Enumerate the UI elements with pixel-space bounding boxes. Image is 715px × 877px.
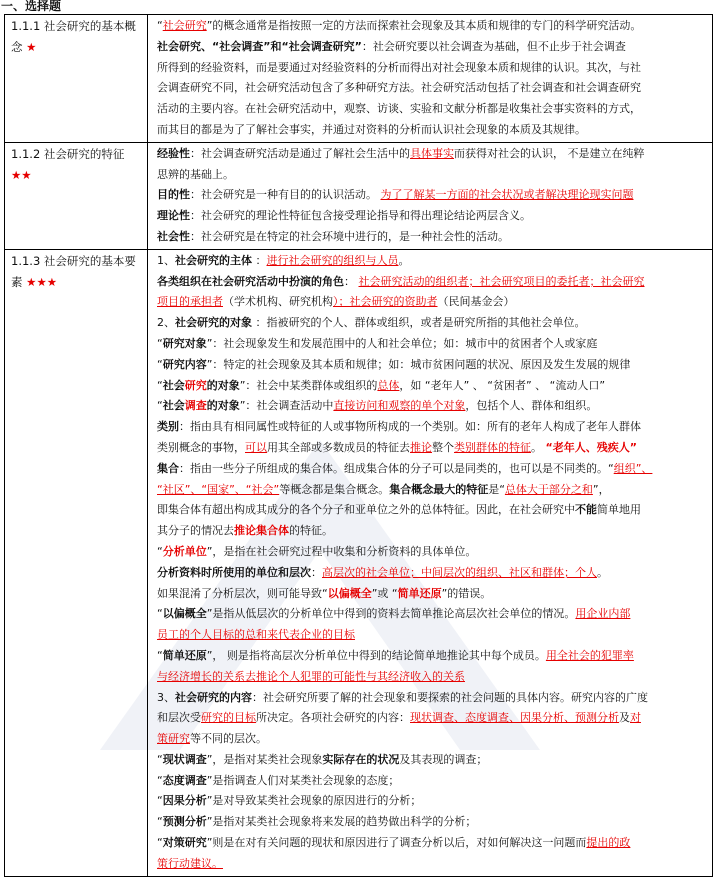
- text-run: 组织”、: [613, 461, 653, 475]
- topic-cell: [5, 249, 148, 876]
- importance-stars: ★★: [11, 167, 32, 182]
- text-run: 目的性: [157, 188, 190, 202]
- content-cell: [148, 15, 713, 143]
- content-line: [157, 120, 709, 141]
- text-run: 员工的个人目标的总和来代表企业的目标: [157, 628, 355, 642]
- text-run: ：指由具有相同属性或特征的人或事物所构成的一个类别。如：所有的老年人构成了老年人群体: [179, 420, 641, 434]
- content-line: [157, 500, 709, 521]
- text-run: ，包括个人、群体和组织。: [465, 399, 598, 413]
- text-run: ，如 “老年人” 、 “贫困者” 、 “流动人口”: [399, 378, 606, 392]
- text-run: 社会研究的对象: [175, 316, 252, 330]
- text-run: ”，是指在社会研究过程中收集和分析资料的具体单位。: [206, 544, 477, 558]
- text-run: 态度调查: [162, 773, 207, 787]
- text-run: 。: [531, 440, 546, 454]
- content-line: [157, 438, 709, 459]
- text-run: ”：社会现象发生和发展范围中的人和社会单位；如：城市中的贫困者个人或家庭: [206, 336, 598, 350]
- text-run: 的对象: [206, 399, 240, 413]
- text-run: 和层次受: [157, 711, 201, 725]
- text-run: ：指被研究的个人、群体或组织，或者是研究所指的其他社会单位。: [252, 316, 586, 330]
- text-run: 各类组织在社会研究活动中扮演的角色: [157, 274, 344, 288]
- text-run: 会调查研究不同，社会研究活动包含了多种研究方法。社会研究活动包括了社会调查和社会调查研究: [157, 81, 641, 95]
- text-run: 类别: [157, 420, 179, 434]
- text-run: 。: [398, 253, 410, 267]
- text-run: 及其表现的调查；: [399, 752, 488, 766]
- text-run: “: [157, 19, 163, 32]
- text-run: 研究内容: [162, 357, 207, 371]
- text-run: 分析资料时所使用的单位和层次: [157, 565, 311, 579]
- content-line: [157, 521, 709, 542]
- content-line: [157, 185, 709, 206]
- text-run: ”则是在对有关问题的现状和原因进行了调查分析以后，对如何解决这一问题而: [206, 836, 587, 850]
- text-run: “: [157, 794, 163, 808]
- text-run: ”是指调查人们对某类社会现象的态度；: [206, 773, 400, 787]
- text-run: 推论集合体: [234, 524, 289, 538]
- text-run: 社会研究、“社会调查”和“社会调查研究”: [157, 39, 362, 53]
- text-run: 直接访问和观察的单个对象: [333, 399, 466, 413]
- text-run: 提出的政: [586, 836, 631, 850]
- text-run: 所决定。各项社会研究的内容：: [256, 711, 410, 725]
- text-run: 类别群体的特征: [454, 440, 531, 454]
- topic-cell: [5, 15, 148, 143]
- text-run: 即集合体有超出构成其成分的各个分子和亚单位之外的总体特征。因此，在社会研究中: [157, 503, 575, 517]
- text-run: 对: [630, 711, 641, 725]
- text-run: 总体大于部分之和: [504, 482, 593, 496]
- text-run: “: [157, 815, 163, 829]
- text-run: “老年人、残疾人”: [545, 440, 637, 454]
- text-run: ”或 “: [371, 586, 398, 600]
- text-run: 社会研究的内容: [175, 690, 252, 704]
- text-run: 现状调查、态度调查、因果分析、预测分析: [410, 711, 619, 725]
- text-run: ：社会研究是一种有目的的认识活动。: [190, 188, 381, 202]
- text-run: “: [157, 607, 163, 621]
- importance-stars: ★: [22, 39, 37, 54]
- text-run: ”，是指对某类社会现象: [206, 752, 323, 766]
- text-run: 集合: [157, 461, 179, 475]
- text-run: ：: [344, 274, 359, 288]
- text-run: 集合概念最大的特征: [389, 482, 489, 496]
- content-line: [157, 791, 709, 812]
- text-run: “: [157, 836, 163, 850]
- text-run: （民间基金会）: [437, 295, 515, 309]
- text-run: 对策研究: [162, 836, 207, 850]
- text-run: 的特征。: [289, 524, 333, 538]
- text-run: 而获得对社会的认识， 不是建立在纯粹: [454, 146, 645, 160]
- text-run: 类别概念的事物，: [157, 440, 245, 454]
- text-run: 用企业内部: [575, 607, 631, 621]
- content-line: [157, 812, 709, 833]
- text-run: 用全社会的犯罪率: [545, 648, 634, 662]
- text-run: 整个: [432, 440, 454, 454]
- text-run: ”是对导致某类社会现象的原因进行的分析；: [206, 794, 422, 808]
- text-run: 以偏概全: [327, 586, 372, 600]
- topic-title: 1.1.3 社会研究的基本要素: [11, 253, 136, 289]
- text-run: 1、: [157, 253, 175, 267]
- text-run: 研究: [184, 378, 207, 392]
- text-run: 而其目的都是为了了解社会事实，并通过对资料的分析而认识社会现象的本质及其规律。: [157, 122, 586, 136]
- content-cell: [148, 249, 713, 876]
- text-run: 社会研究活动的组织者；社会研究项目的委托者；社会研究: [358, 274, 645, 288]
- text-run: 是“: [488, 482, 505, 496]
- content-line: [157, 144, 709, 165]
- content-line: [157, 99, 709, 120]
- text-run: 以偏概全: [162, 607, 207, 621]
- content-line: [157, 667, 709, 688]
- section-heading: 一、选择题: [1, 0, 62, 13]
- text-run: 社会研究的主体: [175, 253, 252, 267]
- text-run: 2、: [157, 316, 175, 330]
- content-line: [157, 625, 709, 646]
- text-run: 经验性: [157, 146, 190, 160]
- text-run: ”：特定的社会现象及其本质和规律；如：城市贫困问题的状况、原因及发生发展的规律: [206, 357, 631, 371]
- content-line: [157, 708, 709, 729]
- text-run: 策行动建议。: [157, 856, 223, 870]
- text-run: “: [157, 773, 163, 787]
- text-run: 具体事实: [410, 146, 454, 160]
- text-run: ”的错误。: [441, 586, 492, 600]
- content-line: [157, 376, 709, 397]
- text-run: 高层次的社会单位；中间层次的组织、社区和群体；个人: [322, 565, 597, 579]
- importance-stars: ★★★: [22, 274, 58, 289]
- table-row: [5, 15, 713, 143]
- text-run: ：社会研究要以社会调查为基础，但不止步于社会调查: [361, 39, 626, 53]
- text-run: 。: [597, 565, 608, 579]
- text-run: “: [157, 378, 163, 392]
- content-line: [157, 646, 709, 667]
- text-run: （学术机构、研究机构: [223, 295, 333, 309]
- topic-title: 1.1.1 社会研究的基本概念: [11, 19, 136, 54]
- text-run: 活动的主要内容。在社会研究活动中，观察、访谈、实验和文献分析都是收集社会事实资料的方式，: [157, 102, 641, 116]
- content-line: [157, 750, 709, 771]
- text-run: 为了了解某一方面的社会状况或者解决理论现实问题: [380, 188, 634, 202]
- content-line: [157, 272, 709, 293]
- content-line: [157, 37, 709, 58]
- text-run: 等概念都是集合概念。: [279, 482, 390, 496]
- text-run: 现状调查: [162, 752, 207, 766]
- content-line: [157, 313, 709, 334]
- text-run: 进行社会研究的组织与人员: [266, 253, 399, 267]
- table-row: [5, 142, 713, 249]
- text-run: 的对象: [206, 378, 240, 392]
- text-run: “: [157, 336, 163, 350]
- content-line: [157, 854, 709, 875]
- content-line: [157, 165, 709, 186]
- knowledge-table: [4, 14, 713, 877]
- text-run: 预测分析: [162, 815, 207, 829]
- text-run: 简单还原: [397, 586, 442, 600]
- text-run: 可以: [245, 440, 267, 454]
- text-run: 社会: [162, 399, 185, 413]
- text-run: “社区”、“国家”、“社会”: [157, 482, 280, 496]
- text-run: 思辨的基础上。: [157, 167, 234, 181]
- content-line: [157, 396, 709, 417]
- text-run: ：: [311, 565, 322, 579]
- content-line: [157, 251, 709, 272]
- text-run: ”：社会中某类群体或组织的: [239, 378, 378, 392]
- text-run: 及: [619, 711, 630, 725]
- text-run: ”， 则是指将高层次分析单位中得到的结论简单地推论其中每个成员。: [206, 648, 546, 662]
- content-line: [157, 729, 709, 750]
- content-line: [157, 604, 709, 625]
- content-line: [157, 355, 709, 376]
- content-line: [157, 334, 709, 355]
- text-run: 简单还原: [162, 648, 207, 662]
- text-run: ：社会研究的理论性特征包含接受理论指导和得出理论结论两层含义。: [190, 209, 531, 223]
- text-run: 用其全部或多数成员的特征去: [267, 440, 410, 454]
- content-line: [157, 227, 709, 248]
- text-run: 分析单位: [162, 544, 207, 558]
- content-line: [157, 292, 709, 313]
- text-run: 社会研究: [162, 19, 207, 32]
- text-run: “: [157, 752, 163, 766]
- topic-title: 1.1.2 社会研究的特征: [11, 146, 125, 161]
- text-run: 研究对象: [162, 336, 207, 350]
- text-run: ”的概念通常是指按照一定的方法而探索社会现象及其本质和规律的专门的科学研究活动。: [206, 19, 642, 32]
- text-run: ：社会研究是在特定的社会环境中进行的，是一种社会性的活动。: [190, 229, 509, 243]
- text-run: ：社会研究所要了解的社会现象和要探索的社会问题的具体内容。研究内容的广度: [252, 690, 648, 704]
- text-run: 社会: [162, 378, 185, 392]
- text-run: 项目的承担者: [157, 295, 223, 309]
- text-run: 因果分析: [162, 794, 207, 808]
- content-line: [157, 771, 709, 792]
- text-run: 所得到的经验资料，而是要通过对经验资料的分析而得出对社会现象本质和规律的认识。其次，与社: [157, 60, 641, 74]
- text-run: 其分子的情况去: [157, 524, 234, 538]
- text-run: 理论性: [157, 209, 190, 223]
- text-run: “: [157, 544, 163, 558]
- text-run: 简单地用: [597, 503, 641, 517]
- content-line: [157, 16, 709, 37]
- content-cell: [148, 142, 713, 249]
- text-run: 实际存在的状况: [322, 752, 400, 766]
- content-line: [157, 584, 709, 605]
- table-row: [5, 249, 713, 876]
- topic-cell: [5, 142, 148, 249]
- text-run: 策研究: [157, 732, 190, 746]
- text-run: 总体: [377, 378, 400, 392]
- text-run: “: [157, 648, 163, 662]
- text-run: 3、: [157, 690, 175, 704]
- content-line: [157, 480, 709, 501]
- text-run: 如果混淆了分析层次，则可能导致“: [157, 586, 328, 600]
- text-run: 不能: [575, 503, 597, 517]
- text-run: ）；社会研究的资助者: [333, 295, 438, 309]
- text-run: 研究的目标: [201, 711, 256, 725]
- text-run: ”是指对某类社会现象将来发展的趋势做出科学的分析；: [206, 815, 477, 829]
- text-run: ”是指从低层次的分析单位中得到的资料去简单推论高层次社会单位的情况。: [206, 607, 576, 621]
- text-run: 社会性: [157, 229, 190, 243]
- text-run: ：社会调查研究活动是通过了解社会生活中的: [190, 146, 410, 160]
- content-line: [157, 417, 709, 438]
- content-line: [157, 78, 709, 99]
- content-line: [157, 58, 709, 79]
- content-line: [157, 563, 709, 584]
- text-run: 推论: [410, 440, 432, 454]
- content-line: [157, 459, 709, 480]
- content-line: [157, 206, 709, 227]
- content-line: [157, 833, 709, 854]
- text-run: ：指由一些分子所组成的集合体。组成集合体的分子可以是同类的，也可以是不同类的。“: [179, 461, 614, 475]
- content-line: [157, 542, 709, 563]
- text-run: 调查: [184, 399, 207, 413]
- content-line: [157, 688, 709, 709]
- text-run: “: [157, 399, 163, 413]
- text-run: ”：社会调查活动中: [239, 399, 334, 413]
- text-run: 等不同的层次。: [190, 732, 267, 746]
- text-run: “: [157, 357, 163, 371]
- text-run: ”，: [592, 482, 610, 496]
- text-run: ：: [252, 253, 267, 267]
- text-run: 与经济增长的关系去推论个人犯罪的可能性与其经济收入的关系: [157, 669, 465, 683]
